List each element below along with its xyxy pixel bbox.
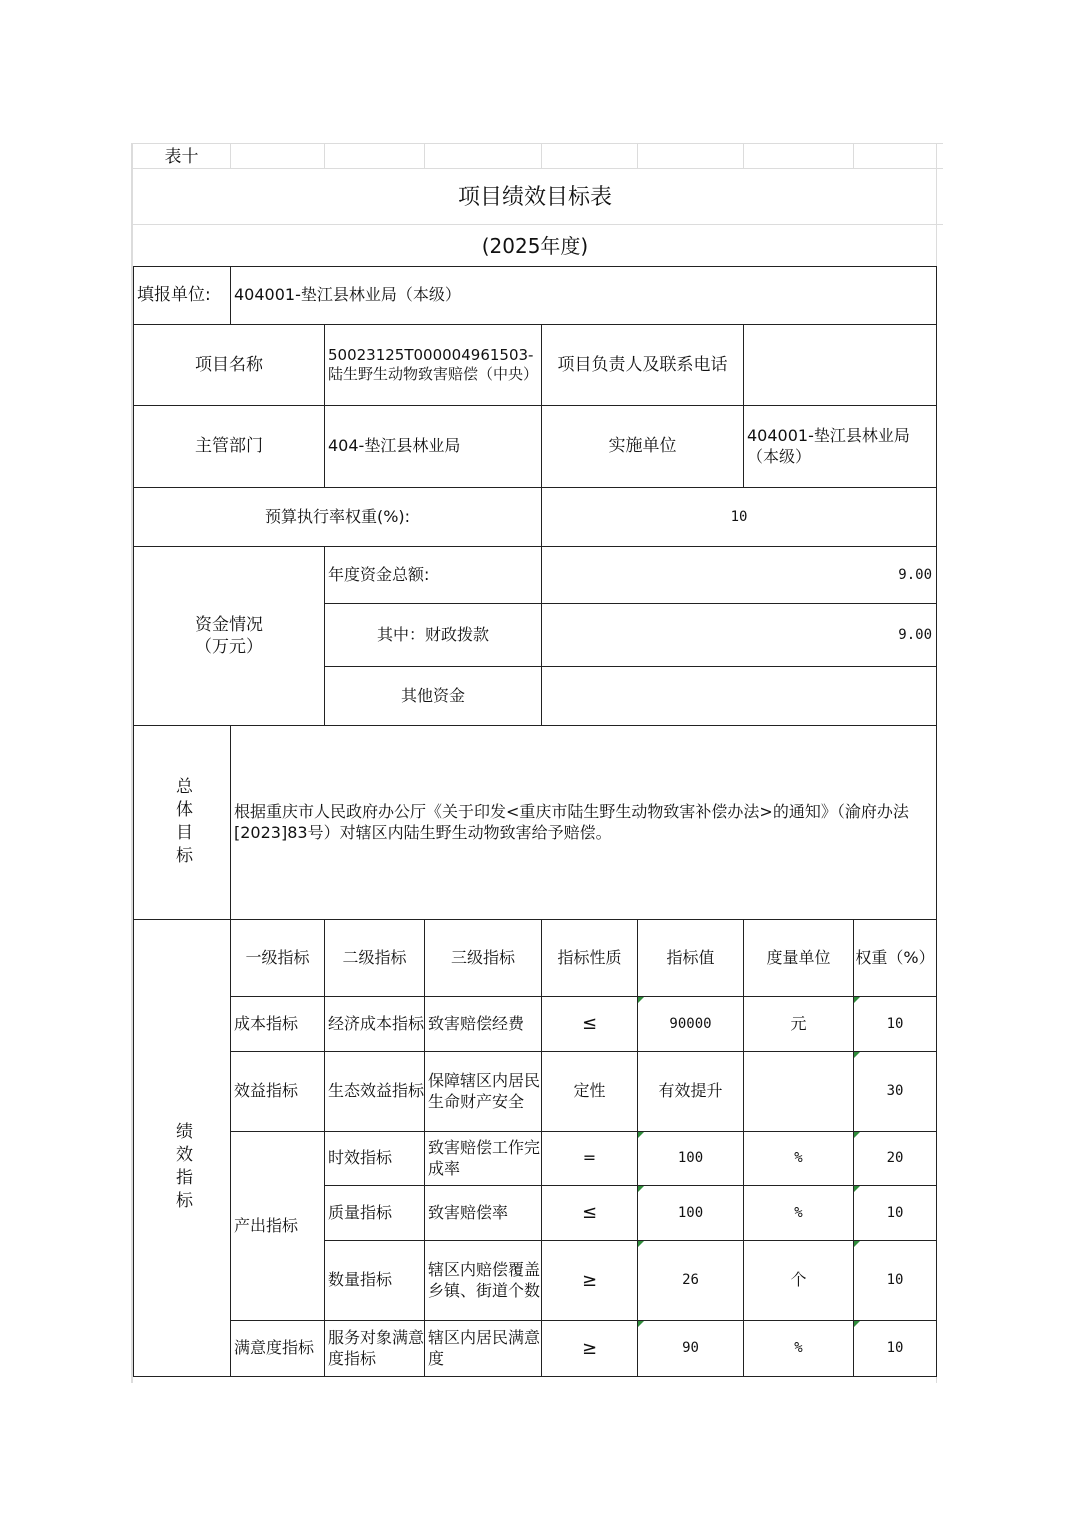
row-l3: 辖区内居民满意度	[428, 1327, 541, 1368]
fiscal-label: 其中：财政拨款	[376, 624, 489, 644]
row-unit: 个	[790, 1270, 807, 1290]
fiscal-value: 9.00	[898, 626, 932, 643]
gridline	[424, 143, 425, 168]
row-l3: 致害赔偿率	[428, 1202, 509, 1222]
row-nature: ≤	[581, 1202, 598, 1224]
project-name-value: 50023125T000004961503-陆生野生动物致害赔偿（中央）	[328, 345, 539, 383]
row-l2: 生态效益指标	[328, 1081, 425, 1101]
row-l1: 效益指标	[234, 1081, 299, 1101]
row-value: 100	[677, 1204, 704, 1221]
impl-value: 404001-垫江县林业局（本级）	[747, 425, 910, 466]
gridline	[133, 168, 943, 169]
cell-marker	[854, 1241, 860, 1247]
row-value: 100	[677, 1150, 704, 1167]
project-name-label: 项目名称	[195, 354, 263, 375]
cell-marker	[638, 997, 644, 1003]
gridline	[324, 143, 325, 168]
border	[133, 1376, 937, 1377]
gridline	[541, 143, 542, 168]
row-l1-merged: 产出指标	[234, 1215, 299, 1235]
row-value: 90	[682, 1340, 699, 1357]
row-l1: 成本指标	[234, 1013, 299, 1033]
goal-text: 根据重庆市人民政府办公厅《关于印发<重庆市陆生野生动物致害补偿办法>的通知》（渝府办法[2023]83号）对辖区内陆生野生动物致害给予赔偿。	[234, 801, 909, 842]
page-title: 项目绩效目标表	[457, 184, 612, 210]
row-weight: 10	[886, 1015, 904, 1032]
year-label: (2025年度)	[481, 234, 589, 258]
row-value: 26	[682, 1272, 699, 1289]
row-unit	[744, 1052, 853, 1131]
annual-total-value: 9.00	[898, 566, 932, 583]
cell-marker	[854, 1321, 860, 1327]
border	[936, 266, 937, 1376]
manager-value	[744, 325, 936, 405]
cell-marker	[854, 1186, 860, 1192]
row-l1: 满意度指标	[234, 1338, 315, 1358]
cell-marker	[638, 1321, 644, 1327]
dept-label: 主管部门	[195, 436, 263, 457]
cell-marker	[638, 1241, 644, 1247]
header-unit: 度量单位	[766, 947, 831, 967]
row-nature: ≥	[581, 1269, 598, 1291]
header-l3: 三级指标	[450, 947, 515, 967]
budget-weight-value: 10	[730, 508, 748, 525]
cell-marker	[854, 1052, 860, 1058]
cell-marker	[854, 997, 860, 1003]
gridline	[133, 224, 943, 225]
gridline	[133, 143, 943, 144]
row-value: 有效提升	[658, 1081, 723, 1101]
header-l2: 二级指标	[342, 947, 407, 967]
table-number: 表十	[164, 147, 199, 168]
kpi-label	[134, 920, 230, 1376]
header-weight: 权重（%）	[855, 947, 935, 967]
row-l3: 辖区内赔偿覆盖乡镇、街道个数	[428, 1259, 541, 1300]
row-weight: 10	[886, 1272, 904, 1289]
fill-unit-label: 填报单位:	[137, 285, 211, 306]
row-l3: 致害赔偿工作完成率	[428, 1137, 541, 1178]
gridline	[637, 143, 638, 168]
kpi-label-text: 绩效指标	[172, 1122, 193, 1214]
cell-marker	[638, 1132, 644, 1138]
annual-total-label: 年度资金总额:	[328, 564, 430, 584]
row-unit: 元	[790, 1013, 807, 1033]
goal-label-text: 总体目标	[172, 776, 193, 869]
gridline	[853, 143, 854, 168]
row-l2: 经济成本指标	[328, 1013, 425, 1033]
header-l1: 一级指标	[245, 947, 310, 967]
other-funds-label: 其他资金	[400, 685, 465, 705]
fill-unit-value: 404001-垫江县林业局（本级）	[234, 285, 461, 305]
dept-value: 404-垫江县林业局	[328, 436, 461, 456]
goal-label	[134, 726, 230, 919]
cell-marker	[638, 1186, 644, 1192]
row-nature: ≤	[581, 1013, 598, 1035]
row-unit: %	[794, 1150, 803, 1167]
funds-label: 资金情况 （万元）	[195, 614, 263, 657]
manager-label: 项目负责人及联系电话	[557, 354, 728, 375]
row-weight: 20	[886, 1150, 904, 1167]
row-weight: 30	[886, 1083, 904, 1100]
row-nature: 定性	[573, 1081, 606, 1101]
row-l2: 质量指标	[328, 1202, 393, 1222]
row-l2: 服务对象满意度指标	[328, 1327, 425, 1368]
gridline	[743, 143, 744, 168]
row-value: 90000	[669, 1015, 712, 1032]
budget-weight-label: 预算执行率权重(%):	[264, 506, 411, 526]
row-l3: 保障辖区内居民生命财产安全	[428, 1070, 541, 1111]
header-nature: 指标性质	[557, 947, 622, 967]
row-unit: %	[794, 1340, 803, 1357]
gridline	[230, 143, 231, 168]
row-nature: =	[582, 1148, 597, 1168]
row-l3: 致害赔偿经费	[428, 1013, 525, 1033]
other-funds-value	[542, 667, 936, 725]
row-unit: %	[794, 1204, 803, 1221]
header-value: 指标值	[666, 947, 715, 967]
row-weight: 10	[886, 1340, 904, 1357]
row-weight: 10	[886, 1204, 904, 1221]
row-l2: 时效指标	[328, 1148, 393, 1168]
row-nature: ≥	[581, 1337, 598, 1359]
impl-label: 实施单位	[608, 436, 677, 457]
cell-marker	[854, 1132, 860, 1138]
row-l2: 数量指标	[328, 1270, 393, 1290]
